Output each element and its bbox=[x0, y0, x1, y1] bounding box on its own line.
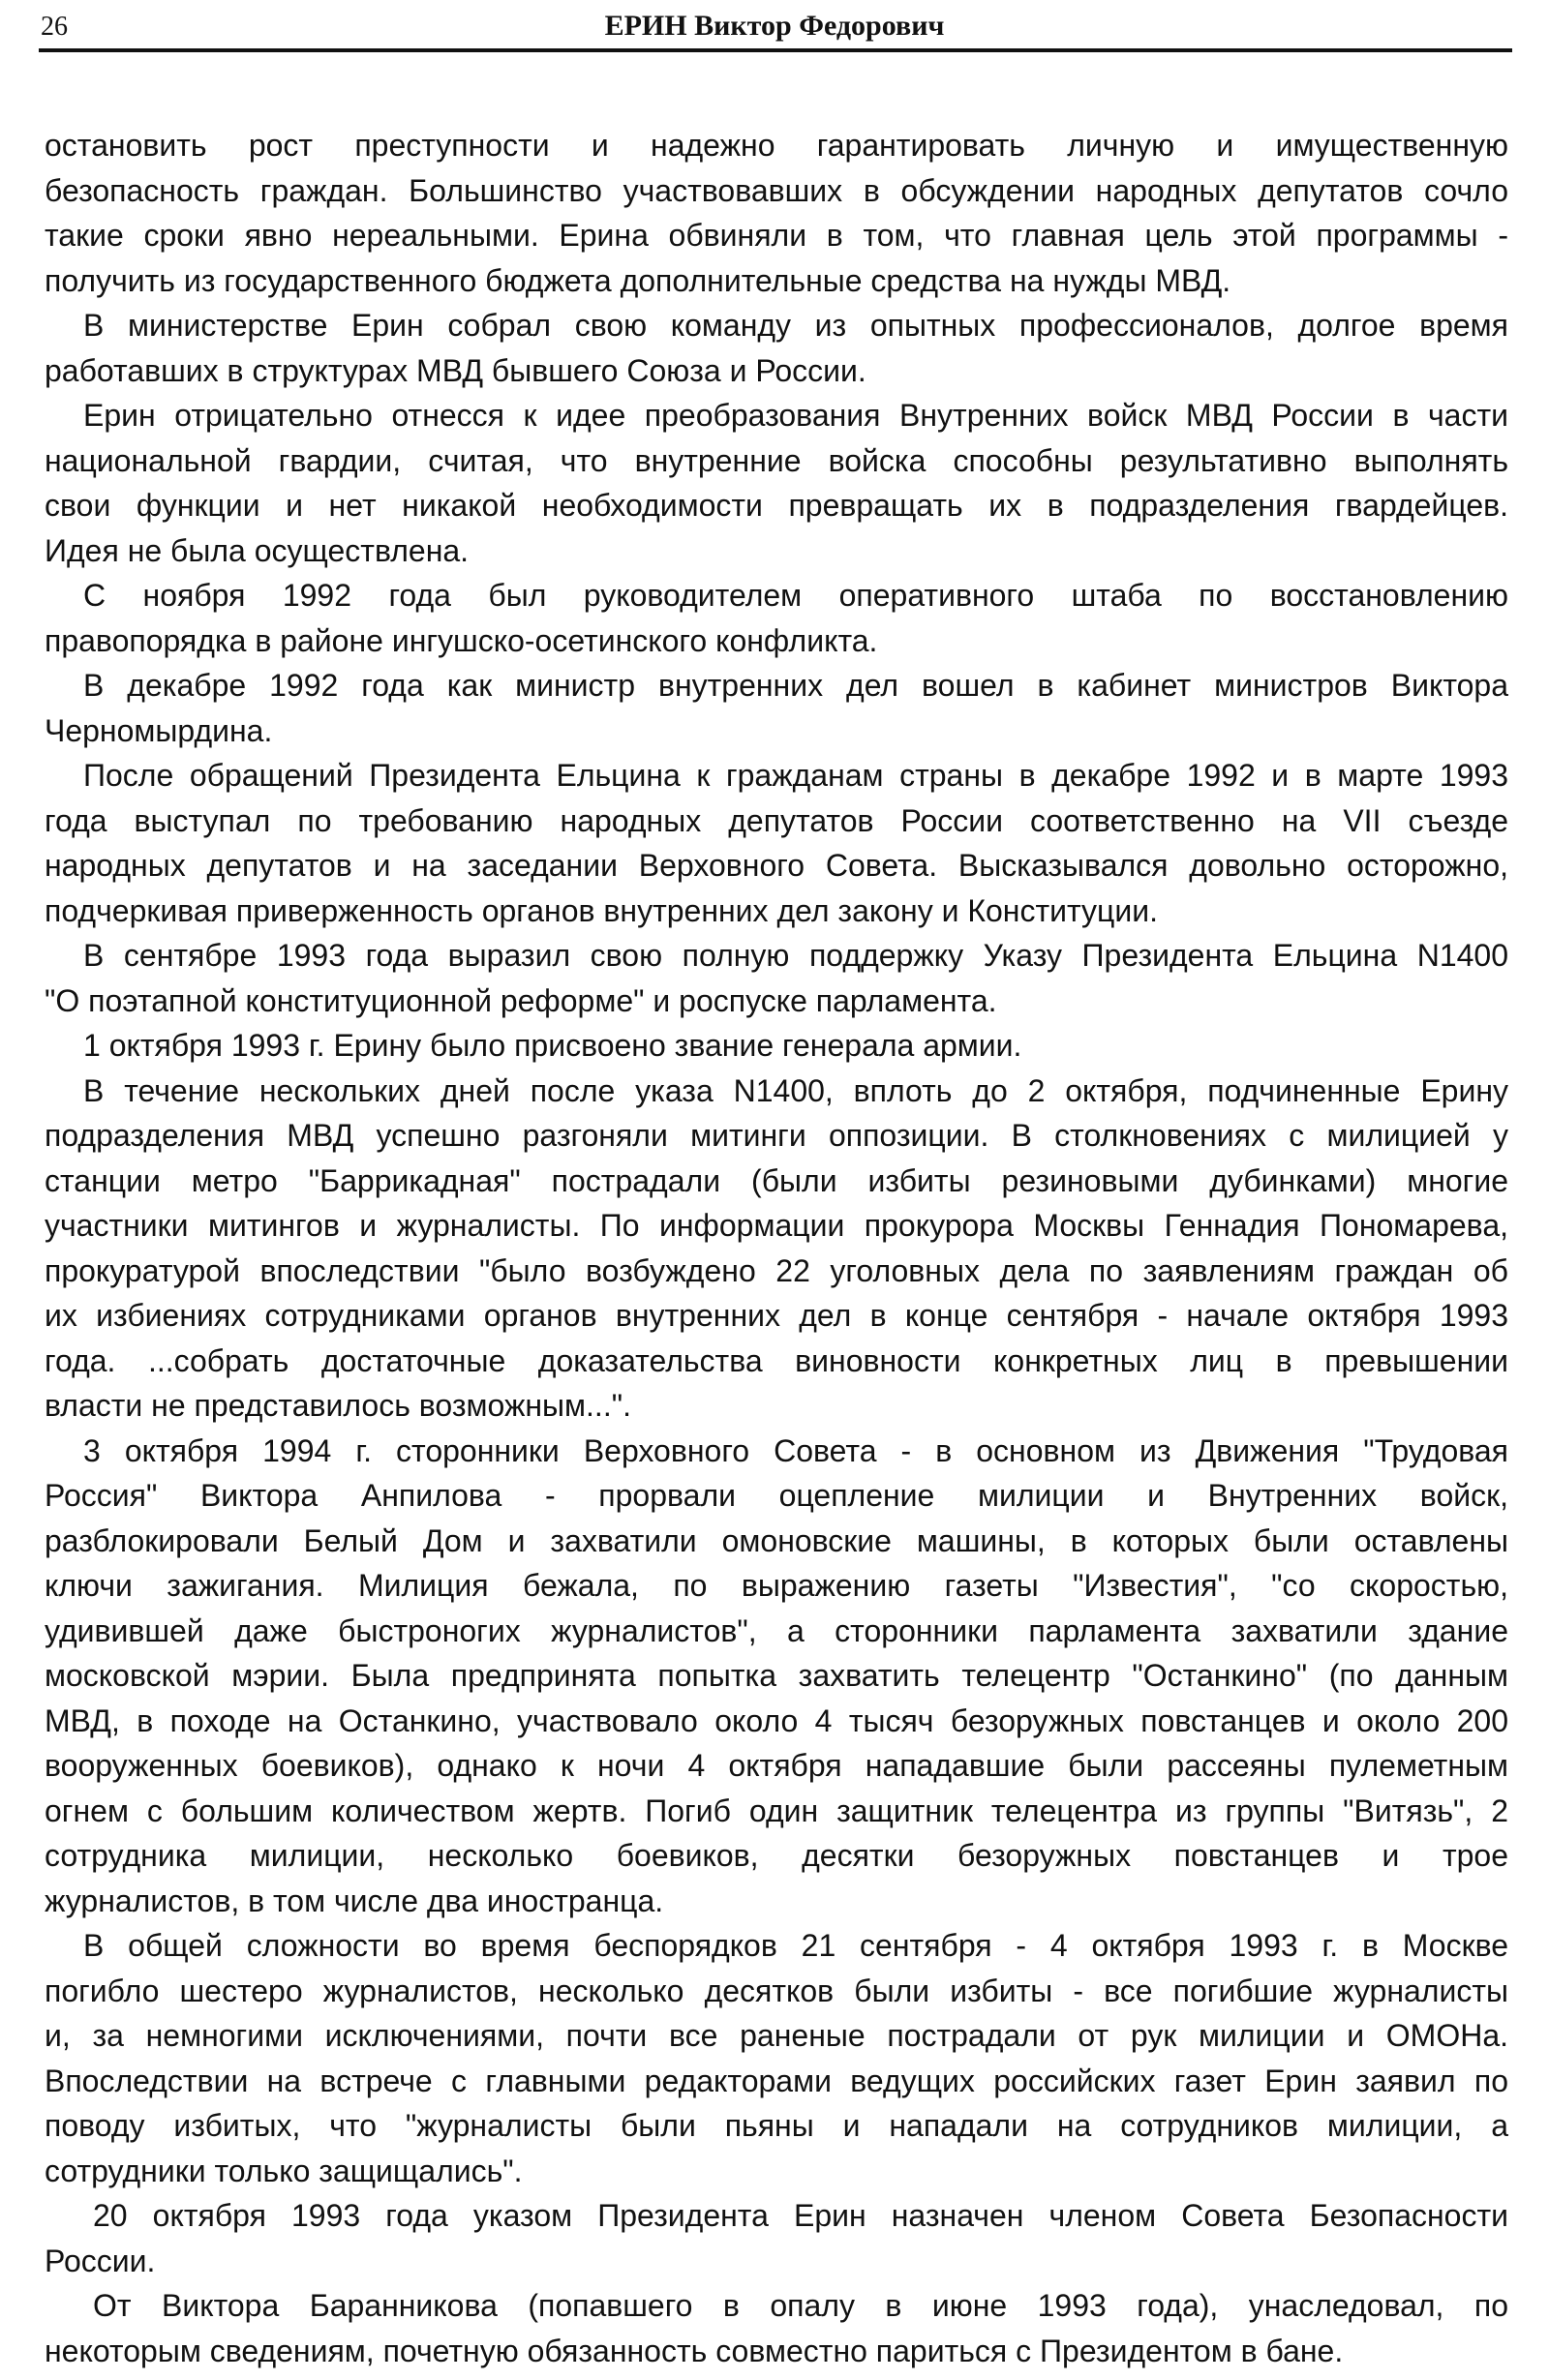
text-line: Впоследствии на встрече с главными редакторами ведущих российских газет Ерин заявил по bbox=[45, 2063, 1508, 2098]
paragraph bbox=[45, 303, 1508, 393]
paragraph bbox=[45, 1069, 1508, 1429]
paragraph bbox=[45, 753, 1508, 933]
text-line: поводу избитых, что "журналисты были пьяны и нападали на сотрудников милиции, а bbox=[45, 2108, 1508, 2143]
text-line: остановить рост преступности и надежно гарантировать личную и имущественную bbox=[45, 128, 1508, 163]
text-line: огнем с большим количеством жертв. Погиб один защитник телецентра из группы "Витязь", 2 bbox=[45, 1793, 1508, 1828]
text-line: года выступал по требованию народных депутатов России соответственно на VII съезде bbox=[45, 802, 1508, 838]
text-line: В министерстве Ерин собрал свою команду из опытных профессионалов, долгое время bbox=[83, 308, 1508, 343]
text-line: получить из государственного бюджета дополнительные средства на нужды МВД. bbox=[45, 262, 1231, 298]
text-line: власти не представилось возможным...". bbox=[45, 1388, 631, 1423]
text-line: некоторым сведениям, почетную обязанность совместно париться с Президентом в бане. bbox=[45, 2333, 1344, 2368]
running-title: ЕРИН Виктор Федорович bbox=[604, 10, 945, 42]
text-line: В сентябре 1993 года выразил свою полную поддержку Указу Президента Ельцина N1400 bbox=[83, 938, 1508, 973]
text-line: Ерин отрицательно отнесся к идее преобразования Внутренних войск МВД России в части bbox=[83, 398, 1508, 433]
text-line: правопорядка в районе ингушско-осетинского конфликта. bbox=[45, 622, 878, 658]
text-line: "О поэтапной конституционной реформе" и роспуске парламента. bbox=[45, 982, 997, 1018]
paragraph bbox=[45, 393, 1508, 573]
paragraph bbox=[45, 2193, 1508, 2283]
body-text bbox=[45, 123, 1508, 2373]
text-line: сотрудника милиции, несколько боевиков, десятки безоружных повстанцев и трое bbox=[45, 1838, 1508, 1873]
text-line: станции метро "Баррикадная" пострадали (были избиты резиновыми дубинками) многие bbox=[45, 1162, 1508, 1198]
page-number: 26 bbox=[41, 12, 68, 42]
paragraph bbox=[45, 933, 1508, 1023]
text-line: такие сроки явно нереальными. Ерина обвиняли в том, что главная цель этой программы - bbox=[45, 218, 1508, 253]
text-line: 20 октября 1993 года указом Президента Ерин назначен членом Совета Безопасности bbox=[93, 2198, 1508, 2233]
text-line: работавших в структурах МВД бывшего Союза и России. bbox=[45, 352, 866, 388]
text-line: С ноября 1992 года был руководителем оперативного штаба по восстановлению bbox=[83, 578, 1508, 613]
text-line: В общей сложности во время беспорядков 21 сентября - 4 октября 1993 г. в Москве bbox=[83, 1928, 1508, 1963]
text-line: После обращений Президента Ельцина к гражданам страны в декабре 1992 и в марте 1993 bbox=[83, 758, 1508, 793]
text-line: России. bbox=[45, 2243, 156, 2278]
paragraph bbox=[45, 1429, 1508, 1924]
paragraph bbox=[45, 1923, 1508, 2193]
text-line: МВД, в походе на Останкино, участвовало около 4 тысяч безоружных повстанцев и около 200 bbox=[45, 1702, 1508, 1738]
paragraph bbox=[45, 123, 1508, 303]
text-line: погибло шестеро журналистов, несколько десятков были избиты - все погибшие журналисты bbox=[45, 1973, 1508, 2008]
paragraph bbox=[45, 573, 1508, 663]
text-line: разблокировали Белый Дом и захватили омоновские машины, в которых были оставлены bbox=[45, 1522, 1508, 1558]
text-line: В течение нескольких дней после указа N1400, вплоть до 2 октября, подчиненные Ерину bbox=[83, 1072, 1508, 1108]
text-line: национальной гвардии, считая, что внутренние войска способны результативно выполнять bbox=[45, 442, 1508, 478]
paragraph bbox=[45, 2283, 1508, 2373]
text-line: свои функции и нет никакой необходимости превращать их в подразделения гвардейцев. bbox=[45, 488, 1508, 523]
text-line: Россия" Виктора Анпилова - прорвали оцепление милиции и Внутренних войск, bbox=[45, 1478, 1508, 1513]
text-line: их избиениях сотрудниками органов внутренних дел в конце сентября - начале октября 1993 bbox=[45, 1298, 1508, 1333]
text-line: московской мэрии. Была предпринята попытка захватить телецентр "Останкино" (по данным bbox=[45, 1658, 1508, 1693]
text-line: подразделения МВД успешно разгоняли митинги оппозиции. В столкновениях с милицией у bbox=[45, 1118, 1508, 1153]
text-line: 1 октября 1993 г. Ерину было присвоено звание генерала армии. bbox=[83, 1028, 1022, 1063]
paragraph bbox=[45, 663, 1508, 753]
text-line: ключи зажигания. Милиция бежала, по выражению газеты "Известия", "со скоростью, bbox=[45, 1568, 1508, 1603]
text-line: От Виктора Баранникова (попавшего в опалу в июне 1993 года), унаследовал, по bbox=[93, 2288, 1508, 2323]
text-line: народных депутатов и на заседании Верховного Совета. Высказывался довольно осторожно, bbox=[45, 848, 1508, 883]
text-line: прокуратурой впоследствии "было возбуждено 22 уголовных дела по заявлениям граждан об bbox=[45, 1252, 1508, 1288]
header-divider bbox=[39, 48, 1512, 52]
text-line: подчеркивая приверженность органов внутренних дел закону и Конституции. bbox=[45, 892, 1158, 928]
text-line: сотрудники только защищались". bbox=[45, 2153, 523, 2188]
text-line: и, за немногими исключениями, почти все раненые пострадали от рук милиции и ОМОНа. bbox=[45, 2018, 1508, 2053]
text-line: участники митингов и журналисты. По информации прокурора Москвы Геннадия Пономарева, bbox=[45, 1208, 1508, 1243]
text-line: журналистов, в том числе два иностранца. bbox=[45, 1883, 664, 1918]
text-line: безопасность граждан. Большинство участвовавших в обсуждении народных депутатов сочло bbox=[45, 172, 1508, 208]
text-line: вооруженных боевиков), однако к ночи 4 октября нападавшие были рассеяны пулеметным bbox=[45, 1748, 1508, 1783]
text-line: 3 октября 1994 г. сторонники Верховного Совета - в основном из Движения "Трудовая bbox=[83, 1432, 1508, 1468]
text-line: года. ...собрать достаточные доказательства виновности конкретных лиц в превышении bbox=[45, 1342, 1508, 1378]
text-line: Черномырдина. bbox=[45, 712, 273, 748]
text-line: удивившей даже быстроногих журналистов", а сторонники парламента захватили здание bbox=[45, 1612, 1508, 1648]
text-line: Идея не была осуществлена. bbox=[45, 532, 470, 568]
text-line: В декабре 1992 года как министр внутренних дел вошел в кабинет министров Виктора bbox=[83, 668, 1508, 703]
paragraph bbox=[45, 1023, 1508, 1069]
